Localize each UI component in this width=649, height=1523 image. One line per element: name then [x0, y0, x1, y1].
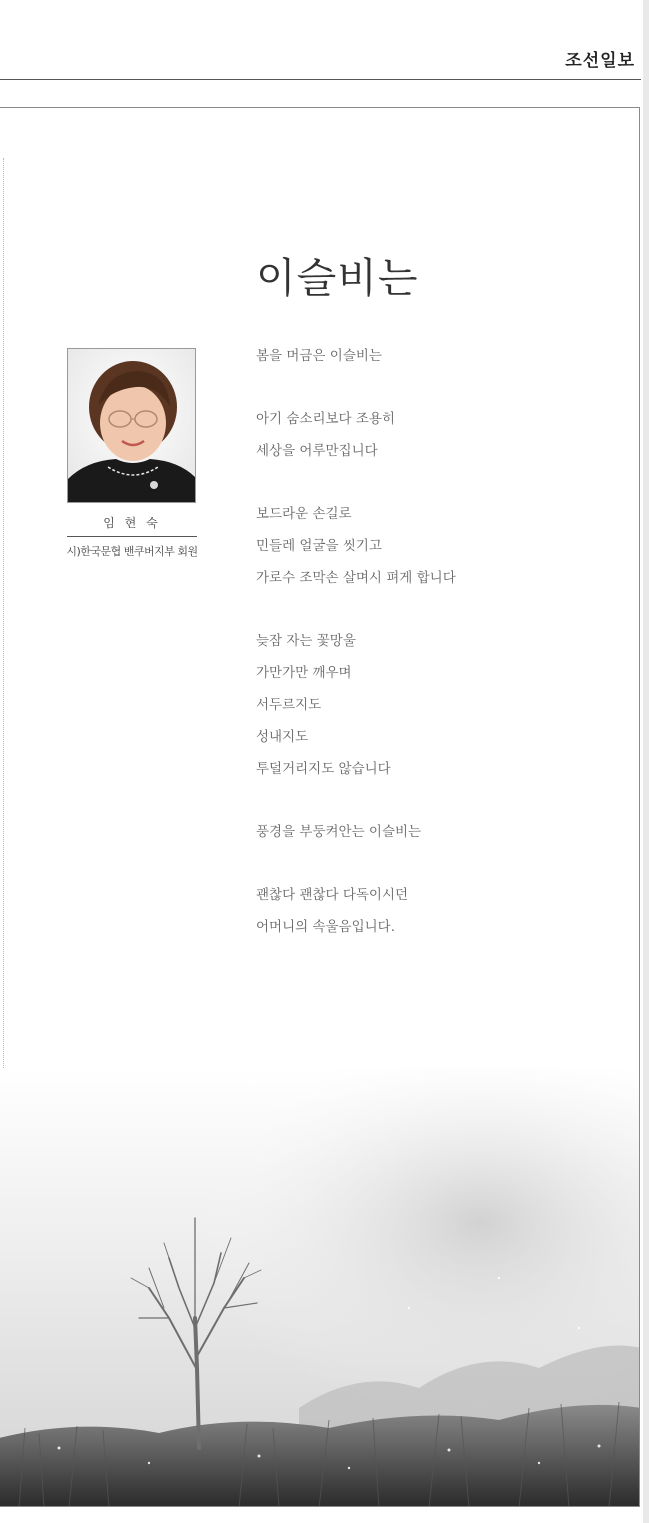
- poem-line: 가로수 조막손 살며시 펴게 합니다: [256, 570, 456, 586]
- poem-line: 서두르지도: [256, 697, 322, 713]
- poem-body: [256, 340, 456, 943]
- poem-line: 세상을 어루만집니다: [256, 443, 378, 459]
- poem-line: 가만가만 깨우며: [256, 665, 352, 681]
- stanza-gap: [256, 785, 456, 816]
- stanza-gap: [256, 467, 456, 498]
- poem-line: 늦잠 자는 꽃망울: [256, 633, 356, 649]
- author-affiliation: 시)한국문협 밴쿠버지부 회원: [66, 545, 198, 558]
- page-edge: [643, 0, 649, 1523]
- author-photo: [67, 348, 196, 503]
- newspaper-masthead: 조선일보: [565, 51, 635, 71]
- poem-line: 성내지도: [256, 729, 309, 745]
- author-rule: [67, 536, 197, 537]
- poem-line: 아기 숨소리보다 조용히: [256, 411, 395, 427]
- poem-line: 민들레 얼굴을 씻기고: [256, 538, 382, 554]
- winter-landscape-illustration: [0, 1068, 640, 1507]
- header-rule: [0, 79, 641, 80]
- stanza-gap: [256, 372, 456, 403]
- poem-title: 이슬비는: [256, 254, 419, 302]
- stanza-gap: [256, 848, 456, 879]
- author-name: 임 현 숙: [103, 516, 161, 530]
- poem-line: 풍경을 부둥켜안는 이슬비는: [256, 824, 422, 840]
- poem-line: 투덜거리지도 않습니다: [256, 761, 391, 777]
- poem-line: 괜찮다 괜찮다 다독이시던: [256, 887, 409, 903]
- poem-frame: [0, 107, 640, 1507]
- poem-line: 봄을 머금은 이슬비는: [256, 348, 382, 364]
- author-portrait-image: [68, 349, 196, 503]
- stanza-gap: [256, 594, 456, 625]
- poem-line: 어머니의 속울음입니다.: [256, 919, 395, 935]
- poem-line: 보드라운 손길로: [256, 506, 352, 522]
